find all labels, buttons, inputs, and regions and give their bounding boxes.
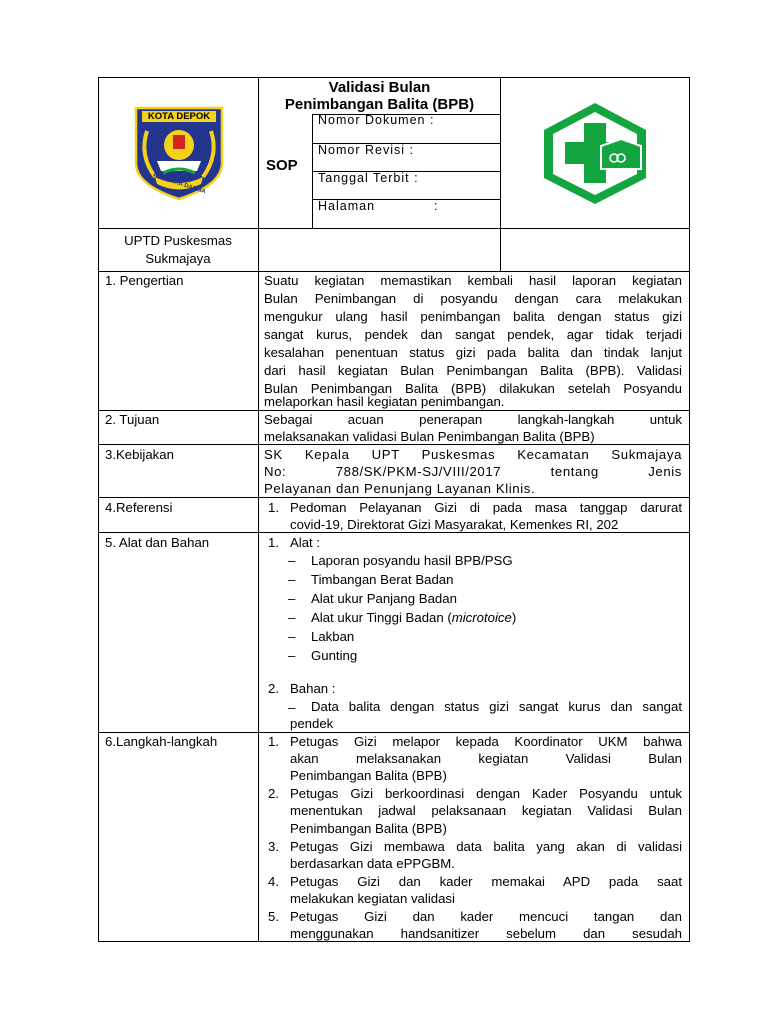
list-item-text: Gunting: [311, 648, 358, 663]
step-line: akan melaksanakan kegiatan Validasi Bulan: [290, 751, 682, 766]
document-title-line2: Penimbangan Balita (BPB): [284, 96, 475, 113]
list-item: [288, 608, 517, 627]
dash-bullet: –: [288, 591, 296, 606]
city-logo: [133, 105, 225, 201]
step-line: Penimbangan Balita (BPB): [290, 768, 447, 783]
dash-bullet: –: [288, 629, 296, 644]
list-item-text-part: ): [511, 610, 517, 625]
list-item-text: Lakban: [311, 629, 355, 644]
pengertian-line: Bulan Penimbangan di posyandu dengan cara melakukan: [264, 291, 682, 306]
referensi-line: covid-19, Direktorat Gizi Masyarakat, Kemenkes RI, 202: [290, 517, 619, 532]
tanggal-terbit-label: Tanggal Terbit :: [318, 171, 419, 185]
bahan-line: pendek: [290, 716, 334, 731]
list-item: [288, 589, 457, 608]
dash-bullet: –: [288, 610, 296, 625]
tujuan-line: Sebagai acuan penerapan langkah-langkah untuk: [264, 412, 682, 427]
pengertian-line: sangat kurus, pendek dan sangat pendek, agar tidak terjadi: [264, 327, 682, 342]
pengertian-line: kesalahan penentuan status gizi pada balita dan tindak lanjut: [264, 345, 682, 360]
bahan-number: 2.: [268, 681, 279, 696]
sop-label: SOP: [266, 157, 298, 174]
alat-title: Alat :: [290, 535, 321, 550]
bahan-line: Data balita dengan status gizi sangat kurus dan sangat: [311, 699, 682, 714]
step-line: melakukan kegiatan validasi: [290, 891, 455, 906]
org-name: [98, 232, 258, 268]
step-line: Penimbangan Balita (BPB): [290, 821, 447, 836]
step-line: Petugas Gizi dan kader mencuci tangan dan: [290, 909, 682, 924]
puskesmas-logo: [541, 101, 649, 206]
step-line: Petugas Gizi melapor kepada Koordinator UKM bahwa: [290, 734, 682, 749]
step-number: 3.: [268, 839, 279, 854]
list-item: [288, 646, 358, 665]
section-label-langkah: 6.Langkah-langkah: [105, 734, 218, 749]
step-line: menentukan jadwal pelaksanaan kegiatan Validasi Bulan: [290, 803, 682, 818]
city-logo-motto: PARICARA DARMA: [152, 172, 207, 196]
list-item-text: Alat ukur Panjang Badan: [311, 591, 457, 606]
list-item-text-part: Alat ukur Tinggi Badan (: [311, 610, 452, 625]
org-name-line2: Sukmajaya: [145, 251, 211, 267]
step-line: Petugas Gizi berkoordinasi dengan Kader Posyandu untuk: [290, 786, 682, 801]
bahan-title: Bahan :: [290, 681, 336, 696]
tujuan-line: melaksanakan validasi Bulan Penimbangan Balita (BPB): [264, 429, 595, 444]
list-item-text: [311, 608, 516, 627]
alat-number: 1.: [268, 535, 279, 550]
list-item-text-italic: microtoice: [451, 610, 512, 625]
section-label-kebijakan: 3.Kebijakan: [105, 447, 174, 462]
step-line: Petugas Gizi membawa data balita yang akan di validasi: [290, 839, 682, 854]
kebijakan-line: SK Kepala UPT Puskesmas Kecamatan Sukmajaya: [264, 447, 682, 462]
dash-bullet: –: [288, 553, 296, 568]
dash-bullet: –: [288, 572, 296, 587]
list-item-text: Laporan posyandu hasil BPB/PSG: [311, 553, 513, 568]
step-number: 4.: [268, 874, 279, 889]
step-line: menggunakan handsanitizer sebelum dan sesudah: [290, 926, 682, 941]
pengertian-line: mengukur ulang hasil penimbangan balita dengan status gizi: [264, 309, 682, 324]
referensi-line: Pedoman Pelayanan Gizi di pada masa tanggap darurat: [290, 500, 682, 515]
halaman-label: Halaman: [318, 199, 376, 213]
section-label-alat-bahan: 5. Alat dan Bahan: [105, 535, 210, 550]
bahan-dash: –: [288, 700, 296, 715]
step-number: 1.: [268, 734, 279, 749]
document-title-line1: Validasi Bulan: [328, 79, 431, 96]
section-label-tujuan: 2. Tujuan: [105, 412, 160, 427]
section-label-pengertian: 1. Pengertian: [105, 273, 184, 288]
referensi-number: 1.: [268, 500, 279, 515]
document-title: [259, 79, 500, 113]
kebijakan-line: No: 788/SK/PKM-SJ/VIII/2017 tentang Jenis: [264, 464, 682, 479]
list-item: [288, 570, 454, 589]
step-line: berdasarkan data ePPGBM.: [290, 856, 455, 871]
kebijakan-line: Pelayanan dan Penunjang Layanan Klinis.: [264, 481, 536, 496]
nomor-revisi-label: Nomor Revisi :: [318, 143, 414, 157]
list-item: [288, 551, 513, 570]
dash-bullet: –: [288, 648, 296, 663]
pengertian-line: Bulan Penimbangan Balita (BPB) dilakukan setelah Posyandu: [264, 381, 682, 396]
nomor-dokumen-label: Nomor Dokumen :: [318, 113, 435, 127]
org-name-line1: UPTD Puskesmas: [124, 233, 232, 248]
list-item-text: Timbangan Berat Badan: [311, 572, 454, 587]
pengertian-line: melaporkan hasil kegiatan penimbangan.: [264, 394, 505, 409]
pengertian-line: Suatu kegiatan memastikan kembali hasil laporan kegiatan: [264, 273, 682, 288]
pengertian-line: dari hasil kegiatan Bulan Penimbangan Balita (BPB). Validasi: [264, 363, 682, 378]
city-logo-text: KOTA DEPOK: [147, 111, 211, 122]
step-number: 2.: [268, 786, 279, 801]
step-line: Petugas Gizi dan kader memakai APD pada saat: [290, 874, 682, 889]
step-number: 5.: [268, 909, 279, 924]
list-item: [288, 627, 355, 646]
section-label-referensi: 4.Referensi: [105, 500, 173, 515]
halaman-colon: :: [434, 199, 439, 213]
